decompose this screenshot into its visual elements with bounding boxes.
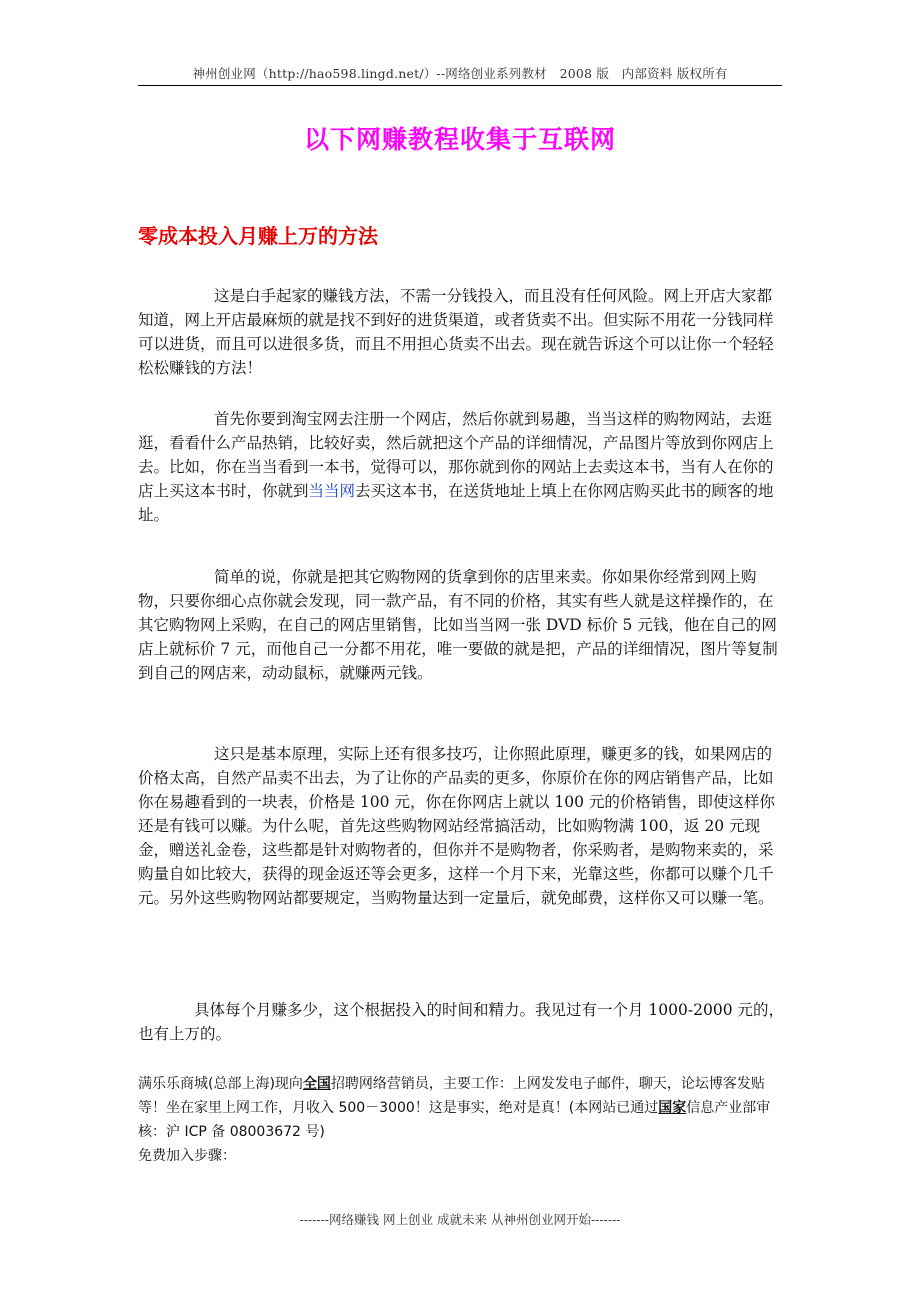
- paragraph-2-part-b: 去买这本书，在送货地址上填上在你网店购买此书的顾客的地址。: [138, 482, 774, 524]
- paragraph-5-text: 具体每个月赚多少，这个根据投入的时间和精力。我见过有一个月 1000-2000 元的，也有上万的。: [138, 1001, 784, 1043]
- recruitment-ad: [138, 1072, 786, 1168]
- header-divider: [138, 85, 782, 86]
- paragraph-4-text: 这只是基本原理，实际上还有很多技巧，让你照此原理，赚更多的钱，如果网店的价格太高，自然产品卖不出去，为了让你的产品卖的更多，你原价在你的网店销售产品，比如你在易趣看到的一块表，价格是 100 元，你在你网店上就以 100 元的价格销售，即使这样你还是有钱可以赚。为什么呢，首先这些购物网站经常搞活动，比如购物满 100，返 20 元现金，赠送礼金卷，这些都是针对购物者的，但你并不是购物者，你采购者，是购物来卖的，采购量自如比较大，获得的现金返还等会更多，这样一个月下来，光靠这些，你都可以赚个几千元。另外这些购物网站都要规定，当购物量达到一定量后，就免邮费，这样你又可以赚一笔。: [138, 745, 775, 907]
- paragraph-1: [138, 284, 786, 380]
- dangdang-link[interactable]: 当当网: [308, 482, 356, 500]
- ad-text: [138, 1072, 786, 1144]
- ad-part-b: 招聘网络营销员，主要工作：上网发发电子邮件，聊天，论坛博客发贴等！坐在家里上网工作，月收入 500－3000！这是事实，绝对是真！(本网站已通过: [138, 1076, 765, 1116]
- paragraph-3-text: 简单的说，你就是把其它购物网的货拿到你的店里来卖。你如果你经常到网上购物，只要你细心点你就会发现，同一款产品，有不同的价格，其实有些人就是这样操作的，在其它购物网上采购，在自己的网店里销售，比如当当网一张 DVD 标价 5 元钱，他在自己的网店上就标价 7 元，而他自己一分都不用花，唯一要做的就是把，产品的详细情况，图片等复制到自己的网店来，动动鼠标，就赚两元钱。: [138, 568, 778, 682]
- ad-part-c: 信息产业部审核：沪 ICP 备 08003672 号): [138, 1100, 771, 1140]
- section-title: 零成本投入月赚上万的方法: [138, 224, 378, 248]
- ad-join-steps: 免费加入步骤：: [138, 1148, 236, 1164]
- main-title: 以下网赚教程收集于互联网: [303, 125, 616, 154]
- paragraph-4: [138, 742, 786, 910]
- paragraph-2-part-a: 首先你要到淘宝网去注册一个网店，然后你就到易趣，当当这样的购物网站，去逛逛，看看什么产品热销，比较好卖，然后就把这个产品的详细情况，产品图片等放到你网店上去。比如，你在当当看到一本书，觉得可以，那你就到你的网站上去卖这本书，当有人在你的店上买这本书时，你就到: [138, 410, 774, 500]
- page-footer: -------网络赚钱 网上创业 成就未来 从神州创业网开始-------: [299, 1212, 621, 1227]
- ad-bold-national: 国家: [658, 1100, 687, 1116]
- paragraph-3: [138, 565, 786, 685]
- page-header: 神州创业网（http://hao598.lingd.net/）--网络创业系列教材 2008 版 内部资料 版权所有: [192, 66, 728, 81]
- paragraph-5: [138, 998, 786, 1046]
- paragraph-2-text: [138, 407, 786, 527]
- paragraph-1-text: 这是白手起家的赚钱方法，不需一分钱投入，而且没有任何风险。网上开店大家都知道，网上开店最麻烦的就是找不到好的进货渠道，或者货卖不出。但实际不用花一分钱同样可以进货，而且可以进很多货，而且不用担心货卖不出去。现在就告诉这个可以让你一个轻轻松松赚钱的方法！: [138, 287, 774, 377]
- paragraph-2: [138, 407, 786, 527]
- ad-part-a: 满乐乐商城(总部上海)现向: [138, 1076, 303, 1092]
- ad-bold-nationwide: 全国: [302, 1076, 331, 1092]
